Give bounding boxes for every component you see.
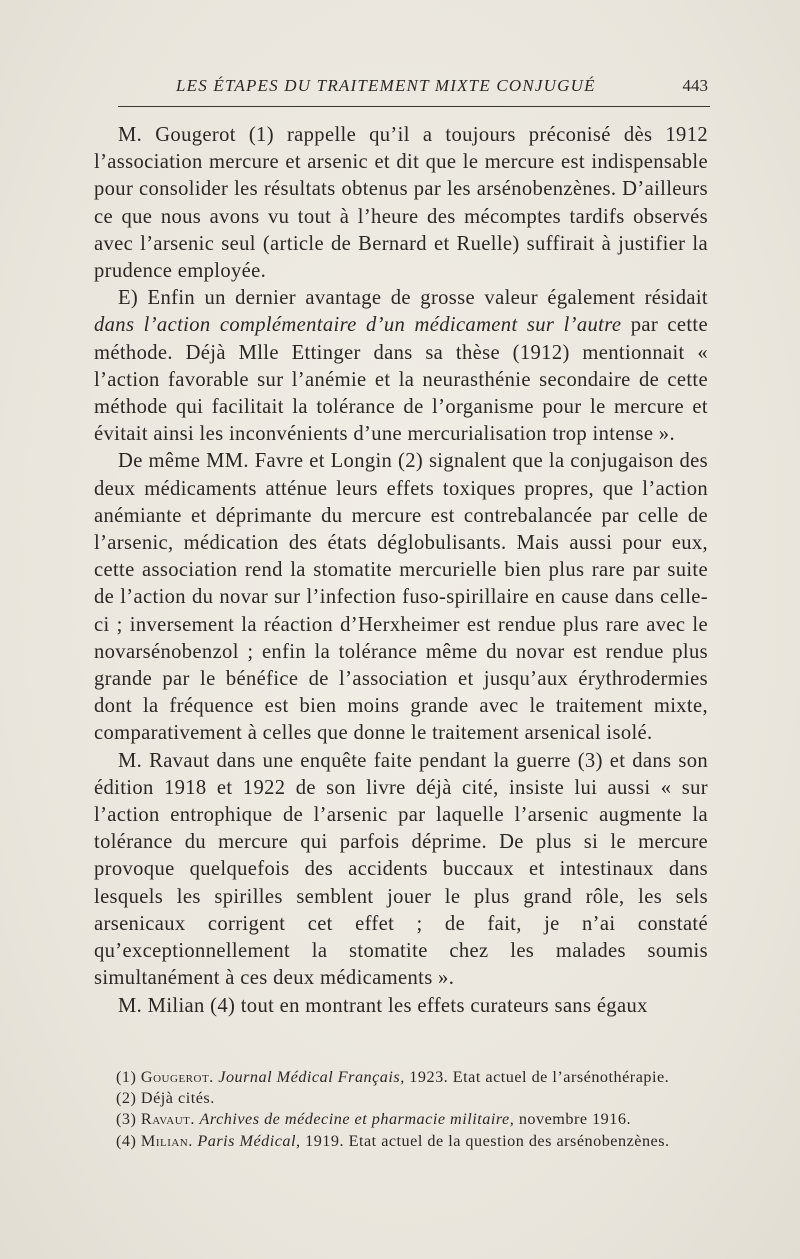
footnote-3-author: Ravaut.: [140, 1110, 195, 1129]
paragraph-ravaut: M. Ravaut dans une enquête faite pendant la guerre (3) et dans son édition 1918 et 1922 de son livre déjà cité, insiste lui aussi « sur l’action entrophique de l’arsenic par laquelle l’arsenic augmente la tolérance du mercure qui parfois déprime. De plus si le mercure provoque quelquefois des accidents buccaux et intestinaux dans lesquels les spirilles semblent jouer le plus grand rôle, les sels arsenicaux corrigent cet effet ; de fait, je n’ai constaté qu’exceptionnellement la stomatite chez les malades soumis simultanément à ces deux médicaments ».: [94, 749, 708, 990]
footnote-4-number: (4): [116, 1131, 137, 1150]
footnote-4-author: Milian.: [140, 1131, 193, 1150]
footnote-1-journal: Journal Médical Français,: [218, 1068, 405, 1086]
paragraph-favre-longin: De même MM. Favre et Longin (2) signalent que la conjugaison des deux médicaments atténue leurs effets toxiques propres, que l’action anémiante et déprimante du mercure est contrebalancée par celle de l’arsenic, médication des états déglobulisants. Mais aussi pour eux, cette association rend la stomatite mercurielle bien plus rare par suite de l’action du novar sur l’infection fuso-spirillaire en cause dans celle-ci ; inversement la réaction d’Herxheimer est rendue plus rare avec le novarsénobenzol ; enfin la tolérance même du novar est rendue plus grande par le bénéfice de l’association et jusqu’aux érythrodermies dont la fréquence est bien moins grande avec le traitement mixte, comparativement à celles que donne le traitement arsenical isolé.: [94, 450, 708, 745]
footnote-3: [94, 1109, 708, 1130]
footnote-3-journal: Archives de médecine et pharmacie militaire,: [199, 1110, 515, 1129]
footnote-4-rest: 1919. Etat actuel de la question des arsénobenzènes.: [305, 1131, 670, 1150]
paragraph-milian: M. Milian (4) tout en montrant les effets curateurs sans égaux: [118, 994, 648, 1017]
paragraph-avantage-start: E) Enfin un dernier avantage de grosse valeur également résidait: [118, 287, 708, 310]
footnote-1: [94, 1067, 708, 1088]
paragraph-avantage-emphasis: dans l’action complémentaire d’un médicament sur l’autre: [94, 314, 622, 337]
header-rule: [118, 106, 710, 107]
footnote-4: [94, 1131, 708, 1152]
paragraph-avantage: [94, 285, 708, 448]
footnote-3-rest: novembre 1916.: [518, 1110, 632, 1129]
running-header: [118, 76, 708, 100]
footnote-4-journal: Paris Médical,: [197, 1131, 301, 1150]
footnotes: [94, 1067, 708, 1152]
running-title: LES ÉTAPES DU TRAITEMENT MIXTE CONJUGUÉ: [176, 76, 596, 95]
footnote-3-number: (3): [116, 1110, 137, 1129]
footnote-1-rest: 1923. Etat actuel de l’arsénothérapie.: [409, 1068, 670, 1086]
footnote-2: [94, 1088, 708, 1109]
footnote-1-author: Gougerot.: [140, 1068, 214, 1086]
body-text: [94, 122, 708, 1020]
paragraph-avantage-end: par cette méthode. Déjà Mlle Ettinger dans sa thèse (1912) mentionnait « l’action favorable sur l’anémie et la neurasthénie secondaire de cette méthode qui facilitait la tolérance de l’organisme pour le mercure et évitait ainsi les inconvénients d’une mercurialisation trop intense ».: [94, 314, 708, 446]
paragraph-gougerot: M. Gougerot (1) rappelle qu’il a toujours préconisé dès 1912 l’association mercure et arsenic et dit que le mercure est indispensable pour consolider les résultats obtenus par les arsénobenzènes. D’ailleurs ce que nous avons vu tout à l’heure des mécomptes tardifs observés avec l’arsenic seul (article de Bernard et Ruelle) suffirait à justifier la prudence employée.: [94, 124, 708, 283]
footnote-1-number: (1): [116, 1068, 137, 1086]
page-number: 443: [682, 76, 708, 95]
footnote-2-number: (2): [116, 1089, 137, 1108]
footnote-2-text: Déjà cités.: [140, 1089, 215, 1108]
